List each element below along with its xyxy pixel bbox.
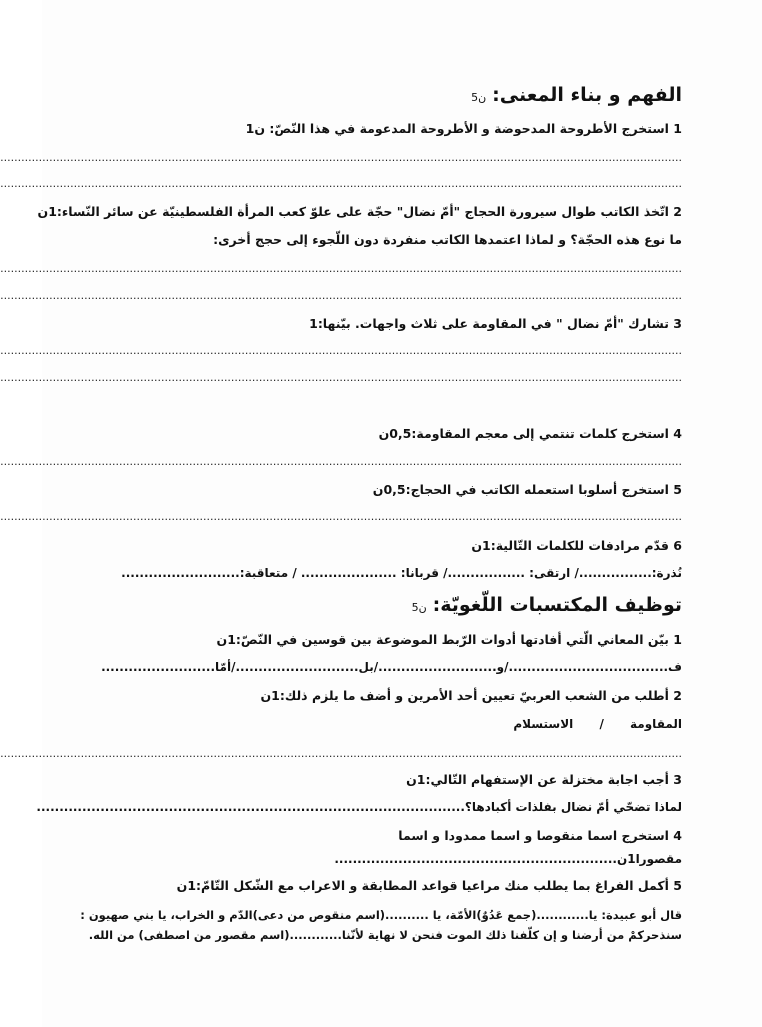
- section-mark: ن5: [411, 601, 427, 614]
- question-text: اتّخذ الكاتب طوال سيرورة الحجاج "أمّ نضال" حجّة على علوّ كعب المرأة الفلسطينيّة عن سائر النّساء:1ن: [37, 204, 669, 219]
- section-title-text: توظيف المكتسبات اللّغويّة:: [432, 594, 682, 616]
- question-number: 4: [673, 426, 682, 441]
- question-text: استخرج اسما منقوصا و اسما ممدودا و اسما: [398, 828, 669, 843]
- answer-line[interactable]: ...................................................................................................................................................................................................: [0, 289, 682, 302]
- question-text: أجب اجابة مختزلة عن الإستفهام التّالي:1ن: [406, 772, 669, 787]
- question-number: 2: [673, 688, 682, 703]
- question-text: قدّم مرادفات للكلمات التّالية:1ن: [471, 538, 669, 553]
- grammar-question-5: [177, 878, 682, 893]
- fill-blank-line-2[interactable]: سنذحركمْ من أرضنا و إن كلّفنا ذلك الموت فنحن لا نهاية لأنّنا............(اسم مقصور من اصطفى) من الله.: [88, 928, 682, 942]
- question-number: 1: [673, 632, 682, 647]
- question-text: استخرج الأطروحة المدحوضة و الأطروحة المدعومة في هذا النّصّ: ن1: [245, 121, 669, 136]
- answer-line[interactable]: ...................................................................................................................................................................................................: [0, 344, 682, 357]
- section-title-comprehension: [471, 84, 682, 106]
- choice-separator: /: [599, 717, 604, 731]
- question-text: أكمل الفراغ بما يطلب منك مراعيا قواعد المطابقة و الاعراب مع الشّكل التّامّ:1ن: [176, 878, 669, 893]
- fill-blank-line-1[interactable]: قال أبو عبيدة: يا............(جمع عَدُوٌ)الأمّة، يا ..........(اسم منقوص من دعى)الدّم و الخراب، يا بني صهيون :: [80, 908, 682, 922]
- question-number: 4: [673, 828, 682, 843]
- section-title-language: [412, 594, 682, 616]
- grammar-question-4: [398, 828, 682, 843]
- question-2-line-2: ما نوع هذه الحجّة؟ و لماذا اعتمدها الكاتب منفردة دون اللّجوء إلى حجج أخرى:: [213, 232, 682, 247]
- answer-line[interactable]: ...................................................................................................................................................................................................: [0, 151, 682, 164]
- choice-resistance: المقاومة: [630, 717, 682, 731]
- answer-line[interactable]: ...................................................................................................................................................................................................: [0, 455, 682, 468]
- question-1: [246, 121, 682, 136]
- question-6: [471, 538, 682, 553]
- question-5: [373, 482, 682, 497]
- question-3-answer-line[interactable]: لماذا تضحّي أمّ نضال بفلذات أكبادها؟..............................................................................................: [36, 800, 682, 814]
- connectors-answer-line[interactable]: ف.................................../و........................../بل.........................../أمّا.........................: [101, 660, 682, 674]
- question-text: بيّن المعاني الّتي أفادتها أدوات الرّبط الموضوعة بين قوسين في النّصّ:1ن: [216, 632, 669, 647]
- question-3: [309, 316, 682, 331]
- grammar-question-2: [260, 688, 682, 703]
- grammar-question-3: [406, 772, 682, 787]
- grammar-question-1: [217, 632, 682, 647]
- answer-line[interactable]: ...................................................................................................................................................................................................: [0, 747, 682, 760]
- question-number: 6: [673, 538, 682, 553]
- question-number: 1: [673, 121, 682, 136]
- question-4-answer-line[interactable]: مقصورا1ن..............................................................: [334, 852, 682, 866]
- question-number: 2: [673, 204, 682, 219]
- answer-line[interactable]: ...................................................................................................................................................................................................: [0, 371, 682, 384]
- section-mark: ن5: [471, 91, 487, 104]
- question-number: 3: [673, 772, 682, 787]
- question-number: 3: [673, 316, 682, 331]
- choice-surrender: الاستسلام: [513, 717, 574, 731]
- answer-line[interactable]: ...................................................................................................................................................................................................: [0, 262, 682, 275]
- question-text: أطلب من الشعب العربيّ تعيين أحد الأمرين و أضف ما يلزم ذلك:1ن: [260, 688, 669, 703]
- answer-line[interactable]: ...................................................................................................................................................................................................: [0, 510, 682, 523]
- question-text: تشارك "أمّ نضال " في المقاومة على ثلاث واجهات. بيّنها:1: [309, 316, 669, 331]
- choice-words: [513, 717, 682, 731]
- question-2: [38, 204, 682, 219]
- question-number: 5: [673, 482, 682, 497]
- question-4: [379, 426, 682, 441]
- question-text: استخرج أسلوبا استعمله الكاتب في الحجاج:0,5ن: [372, 482, 669, 497]
- synonyms-answer-line[interactable]: نُذرة:................/ ارتقى: ................./ قربانا: ..................... / متعاقبة:..........................: [121, 566, 682, 580]
- answer-line[interactable]: ...................................................................................................................................................................................................: [0, 177, 682, 190]
- question-number: 5: [673, 878, 682, 893]
- section-title-text: الفهم و بناء المعنى:: [492, 84, 682, 106]
- question-text: استخرج كلمات تنتمي إلى معجم المقاومة:0,5ن: [378, 426, 669, 441]
